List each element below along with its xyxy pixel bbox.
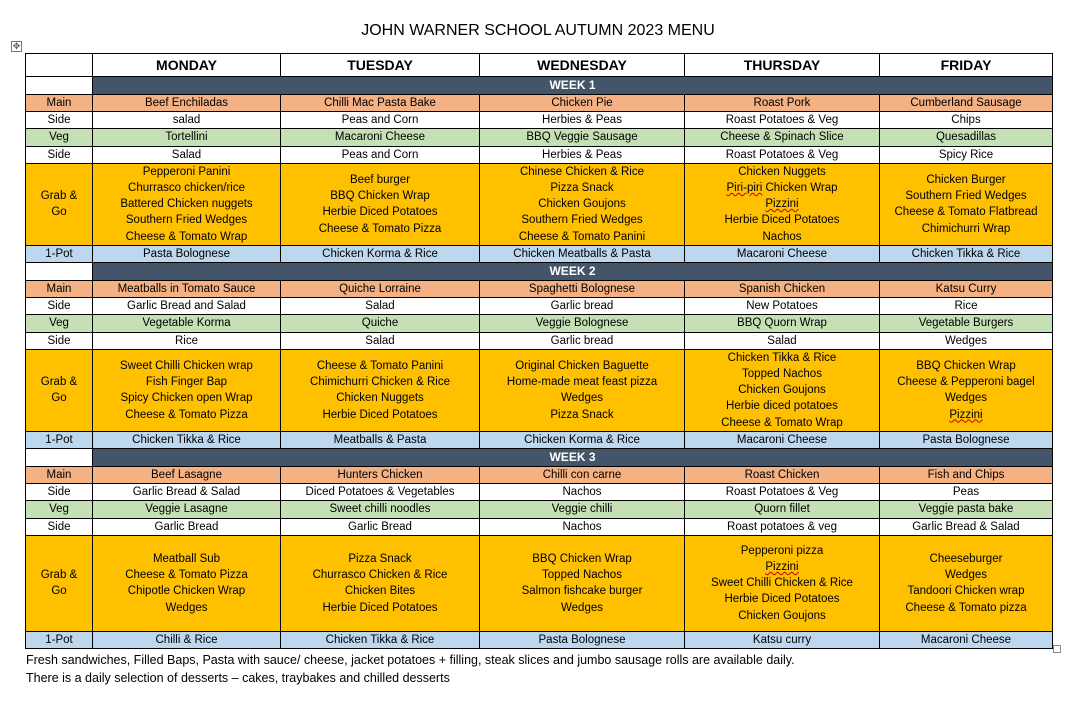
side-row xyxy=(26,298,1053,315)
menu-item: Chicken Tikka & Rice xyxy=(727,351,837,364)
menu-item: Chicken Goujons xyxy=(738,384,826,397)
menu-item: Pizza Snack xyxy=(550,408,614,421)
category-label: 1-Pot xyxy=(26,245,93,262)
menu-item: Cheese & Tomato Pizza xyxy=(125,569,248,582)
corner-cell xyxy=(26,54,93,77)
menu-item: Quorn fillet xyxy=(754,503,810,516)
menu-item: Roast Potatoes & Veg xyxy=(725,148,839,161)
menu-cell-tuesday xyxy=(281,431,480,448)
menu-cell-thursday xyxy=(685,431,880,448)
menu-cell-tuesday xyxy=(281,501,480,518)
menu-item: Wedges xyxy=(945,392,987,405)
menu-cell-friday xyxy=(880,129,1053,146)
menu-item: Fish Finger Bap xyxy=(145,376,228,389)
side-row xyxy=(26,112,1053,129)
menu-item: Chicken Pie xyxy=(551,97,613,109)
menu-item: Rice xyxy=(174,334,198,347)
menu-cell-tuesday xyxy=(281,518,480,535)
menu-item: Chicken Goujons xyxy=(738,609,826,622)
menu-item: Piri-piri Chicken Wrap xyxy=(726,182,838,195)
menu-cell-monday xyxy=(93,95,281,112)
menu-item: Beef burger xyxy=(349,173,411,186)
menu-cell-tuesday xyxy=(281,467,480,484)
category-label: Grab & Go xyxy=(26,535,93,631)
menu-item: Garlic Bread xyxy=(348,520,412,533)
menu-item: Spanish Chicken xyxy=(738,283,826,296)
menu-cell-monday xyxy=(93,298,281,315)
menu-item: Katsu Curry xyxy=(935,283,997,296)
menu-item: Chicken Bites xyxy=(344,585,416,598)
menu-item: Southern Fried Wedges xyxy=(521,214,643,227)
menu-cell-thursday xyxy=(685,349,880,431)
category-label: 1-Pot xyxy=(26,431,93,448)
menu-item: Nachos xyxy=(562,486,602,499)
category-label: Side xyxy=(26,298,93,315)
menu-item: Chicken Tikka & Rice xyxy=(911,247,1021,260)
menu-item: Chinese Chicken & Rice xyxy=(519,165,644,178)
menu-cell-friday xyxy=(880,95,1053,112)
menu-item: Roast Pork xyxy=(753,97,811,109)
menu-item: Topped Nachos xyxy=(742,368,822,381)
menu-cell-thursday xyxy=(685,631,880,648)
menu-item: Chimichurri Wrap xyxy=(921,222,1011,235)
menu-cell-thursday xyxy=(685,332,880,349)
week-header-blank xyxy=(26,77,93,95)
side-row xyxy=(26,146,1053,163)
menu-cell-thursday xyxy=(685,315,880,332)
menu-item: Herbies & Peas xyxy=(542,148,622,161)
menu-item: Meatballs in Tomato Sauce xyxy=(117,283,256,296)
menu-item: Pasta Bolognese xyxy=(143,247,230,260)
menu-item: Chicken Tikka & Rice xyxy=(325,633,435,646)
day-header: THURSDAY xyxy=(685,54,880,77)
menu-item: Southern Fried Wedges xyxy=(125,214,248,227)
menu-cell-friday xyxy=(880,349,1053,431)
menu-item: Salad xyxy=(365,300,395,313)
menu-cell-friday xyxy=(880,467,1053,484)
menu-item: Garlic Bread xyxy=(154,520,219,533)
menu-item: Herbie Diced Potatoes xyxy=(322,206,438,219)
menu-cell-monday xyxy=(93,112,281,129)
menu-cell-thursday xyxy=(685,484,880,501)
menu-item: Roast Potatoes & Veg xyxy=(725,486,839,499)
menu-item: Cheese & Tomato Wrap xyxy=(721,416,843,429)
menu-cell-tuesday xyxy=(281,129,480,146)
menu-item: Wedges xyxy=(945,569,987,582)
menu-cell-monday xyxy=(93,332,281,349)
menu-item: Herbies & Peas xyxy=(542,114,622,127)
menu-cell-wednesday xyxy=(480,535,685,631)
menu-item: Sweet chilli noodles xyxy=(329,503,431,516)
menu-item: Veggie Bolognese xyxy=(535,317,629,330)
menu-item: Herbie Diced Potatoes xyxy=(724,214,840,227)
menu-item: Chilli con carne xyxy=(542,469,622,482)
menu-item: Topped Nachos xyxy=(542,569,622,582)
side-row xyxy=(26,518,1053,535)
menu-item: Chilli & Rice xyxy=(155,633,218,646)
category-label: Side xyxy=(26,484,93,501)
footer-note: There is a daily selection of desserts – cakes, traybakes and chilled desserts xyxy=(26,671,450,685)
week-header-row xyxy=(26,77,1053,95)
menu-cell-friday xyxy=(880,315,1053,332)
category-label: Side xyxy=(26,518,93,535)
menu-cell-monday xyxy=(93,518,281,535)
menu-cell-tuesday xyxy=(281,163,480,245)
menu-cell-wednesday xyxy=(480,112,685,129)
menu-item: Wedges xyxy=(945,334,987,347)
menu-cell-wednesday xyxy=(480,332,685,349)
category-label: 1-Pot xyxy=(26,631,93,648)
main-row xyxy=(26,95,1053,112)
menu-cell-monday xyxy=(93,631,281,648)
menu-cell-wednesday xyxy=(480,501,685,518)
menu-cell-wednesday xyxy=(480,467,685,484)
menu-item: Peas and Corn xyxy=(341,148,419,161)
menu-item: Wedges xyxy=(561,392,603,405)
menu-item: Pepperoni pizza xyxy=(740,544,824,557)
week-label: WEEK 3 xyxy=(93,449,1053,467)
menu-item: Veggie chilli xyxy=(551,503,613,516)
menu-cell-tuesday xyxy=(281,245,480,262)
menu-item: Chicken Goujons xyxy=(538,198,626,211)
week-header-blank xyxy=(26,449,93,467)
menu-item: Home-made meat feast pizza xyxy=(506,376,658,389)
menu-cell-friday xyxy=(880,332,1053,349)
menu-item: Cheese & Spinach Slice xyxy=(720,131,844,144)
week-label: WEEK 1 xyxy=(93,77,1053,95)
menu-item: Pizzini xyxy=(765,198,799,211)
menu-cell-wednesday xyxy=(480,163,685,245)
menu-item: Veggie Lasagne xyxy=(145,503,228,516)
menu-cell-thursday xyxy=(685,163,880,245)
menu-item: Wedges xyxy=(561,601,603,614)
footer-note: Fresh sandwiches, Filled Baps, Pasta with sauce/ cheese, jacket potatoes + filling, steak slices and jumbo sausage rolls are available daily. xyxy=(26,653,795,667)
menu-item: Garlic Bread and Salad xyxy=(127,300,246,313)
menu-item: Vegetable Burgers xyxy=(918,317,1014,330)
menu-item: Chicken Korma & Rice xyxy=(524,433,640,446)
menu-item: Hunters Chicken xyxy=(337,469,423,482)
menu-item: Chipotle Chicken Wrap xyxy=(127,585,246,598)
grab-row xyxy=(26,163,1053,245)
menu-item: Salad xyxy=(171,148,202,161)
menu-item: Salad xyxy=(365,334,395,347)
menu-item: Garlic bread xyxy=(550,300,614,313)
menu-item: Vegetable Korma xyxy=(142,317,231,330)
category-label: Veg xyxy=(26,129,93,146)
menu-cell-tuesday xyxy=(281,281,480,298)
grab-row xyxy=(26,349,1053,431)
menu-cell-tuesday xyxy=(281,146,480,163)
menu-item: Churrasco Chicken & Rice xyxy=(312,569,448,582)
menu-item: Beef Enchiladas xyxy=(144,97,229,109)
menu-cell-friday xyxy=(880,163,1053,245)
menu-cell-wednesday xyxy=(480,315,685,332)
menu-cell-wednesday xyxy=(480,518,685,535)
menu-item: Pepperoni Panini xyxy=(142,165,231,178)
menu-item: salad xyxy=(172,114,201,127)
menu-item: Nachos xyxy=(562,520,602,533)
category-label: Side xyxy=(26,146,93,163)
menu-item: BBQ Veggie Sausage xyxy=(526,131,638,144)
menu-cell-monday xyxy=(93,281,281,298)
menu-cell-monday xyxy=(93,163,281,245)
week-header-row xyxy=(26,449,1053,467)
pot-row xyxy=(26,245,1053,262)
veg-row xyxy=(26,501,1053,518)
menu-cell-friday xyxy=(880,112,1053,129)
menu-cell-monday xyxy=(93,431,281,448)
menu-cell-monday xyxy=(93,315,281,332)
menu-item: Salad xyxy=(767,334,797,347)
category-label: Grab & Go xyxy=(26,349,93,431)
menu-item: Cheese & Tomato Wrap xyxy=(125,230,248,243)
menu-item: Cheese & Tomato Pizza xyxy=(318,222,442,235)
menu-cell-tuesday xyxy=(281,112,480,129)
menu-item: Chicken Nuggets xyxy=(738,165,826,178)
menu-cell-friday xyxy=(880,245,1053,262)
menu-cell-wednesday xyxy=(480,281,685,298)
menu-cell-wednesday xyxy=(480,95,685,112)
category-label: Veg xyxy=(26,315,93,332)
menu-cell-tuesday xyxy=(281,484,480,501)
menu-item: Macaroni Cheese xyxy=(920,633,1012,646)
menu-item: Diced Potatoes & Vegetables xyxy=(305,486,455,499)
table-move-handle-icon[interactable]: ✥ xyxy=(12,41,21,51)
menu-cell-wednesday xyxy=(480,631,685,648)
menu-item: Pasta Bolognese xyxy=(538,633,626,646)
menu-cell-wednesday xyxy=(480,349,685,431)
menu-item: Quiche xyxy=(361,317,399,330)
menu-item: Spaghetti Bolognese xyxy=(528,283,636,296)
day-header: TUESDAY xyxy=(281,54,480,77)
menu-cell-thursday xyxy=(685,95,880,112)
main-row xyxy=(26,281,1053,298)
day-header: MONDAY xyxy=(93,54,281,77)
menu-item: Pizza Snack xyxy=(550,182,614,195)
menu-cell-friday xyxy=(880,535,1053,631)
menu-item: Veggie pasta bake xyxy=(918,503,1014,516)
menu-cell-tuesday xyxy=(281,535,480,631)
day-header: WEDNESDAY xyxy=(480,54,685,77)
menu-cell-tuesday xyxy=(281,631,480,648)
menu-cell-friday xyxy=(880,298,1053,315)
menu-cell-wednesday xyxy=(480,484,685,501)
menu-item: Pasta Bolognese xyxy=(922,433,1010,446)
menu-item: Quiche Lorraine xyxy=(339,283,421,296)
menu-item: Roast potatoes & veg xyxy=(727,520,837,533)
menu-item: Herbie Diced Potatoes xyxy=(724,593,840,606)
menu-item: Battered Chicken nuggets xyxy=(120,198,253,211)
menu-cell-thursday xyxy=(685,281,880,298)
menu-item: BBQ Chicken Wrap xyxy=(916,359,1016,372)
menu-cell-wednesday xyxy=(480,129,685,146)
menu-cell-friday xyxy=(880,501,1053,518)
menu-cell-wednesday xyxy=(480,245,685,262)
category-label: Main xyxy=(26,95,93,112)
veg-row xyxy=(26,129,1053,146)
menu-item: Pizza Snack xyxy=(348,552,412,565)
menu-item: Cheese & Tomato pizza xyxy=(905,601,1027,614)
menu-item: Roast Potatoes & Veg xyxy=(725,114,839,127)
menu-cell-monday xyxy=(93,484,281,501)
menu-cell-thursday xyxy=(685,467,880,484)
category-label: Main xyxy=(26,467,93,484)
menu-item: Beef Lasagne xyxy=(151,469,222,482)
menu-item: Original Chicken Baguette xyxy=(515,359,649,372)
menu-cell-monday xyxy=(93,146,281,163)
menu-item: Chicken Nuggets xyxy=(336,392,424,405)
menu-cell-tuesday xyxy=(281,349,480,431)
menu-item: Spicy Rice xyxy=(938,148,994,161)
menu-item: Pizzini xyxy=(949,408,983,421)
menu-item: Peas xyxy=(952,486,980,499)
menu-item: Herbie Diced Potatoes xyxy=(322,408,438,421)
menu-cell-friday xyxy=(880,484,1053,501)
menu-item: Sweet Chilli Chicken & Rice xyxy=(711,577,853,590)
menu-item: Cheese & Tomato Panini xyxy=(518,230,646,243)
menu-item: Cheeseburger xyxy=(929,552,1003,565)
category-label: Main xyxy=(26,281,93,298)
table-resize-handle[interactable] xyxy=(1053,645,1061,653)
menu-cell-friday xyxy=(880,631,1053,648)
week-header-row xyxy=(26,263,1053,281)
menu-item: Meatball Sub xyxy=(152,552,221,565)
menu-cell-thursday xyxy=(685,129,880,146)
menu-cell-thursday xyxy=(685,535,880,631)
menu-item: Herbie diced potatoes xyxy=(726,400,838,413)
menu-item: BBQ Chicken Wrap xyxy=(532,552,632,565)
menu-item: Chilli Mac Pasta Bake xyxy=(324,97,436,109)
menu-cell-thursday xyxy=(685,518,880,535)
side-row xyxy=(26,332,1053,349)
menu-item: BBQ Quorn Wrap xyxy=(737,317,827,330)
menu-item: Rice xyxy=(954,300,978,313)
menu-cell-thursday xyxy=(685,245,880,262)
menu-table xyxy=(25,53,1053,649)
menu-cell-thursday xyxy=(685,298,880,315)
day-header-row xyxy=(26,54,1053,77)
menu-item: Katsu curry xyxy=(752,633,812,646)
menu-item: Tortellini xyxy=(165,131,208,144)
pot-row xyxy=(26,431,1053,448)
menu-item: Peas and Corn xyxy=(341,114,419,127)
menu-cell-friday xyxy=(880,281,1053,298)
menu-item: Cheese & Tomato Flatbread xyxy=(894,206,1038,219)
menu-cell-friday xyxy=(880,146,1053,163)
menu-cell-monday xyxy=(93,467,281,484)
menu-item: Roast Chicken xyxy=(744,469,820,482)
day-header: FRIDAY xyxy=(880,54,1053,77)
menu-cell-monday xyxy=(93,535,281,631)
menu-item: Macaroni Cheese xyxy=(736,247,828,260)
menu-item: Sweet Chilli Chicken wrap xyxy=(120,359,253,372)
menu-cell-tuesday xyxy=(281,298,480,315)
menu-cell-tuesday xyxy=(281,315,480,332)
menu-item: Chicken Korma & Rice xyxy=(322,247,438,260)
week-label: WEEK 2 xyxy=(93,263,1053,281)
menu-item: Tandoori Chicken wrap xyxy=(907,585,1025,598)
menu-cell-wednesday xyxy=(480,431,685,448)
menu-item: Chimichurri Chicken & Rice xyxy=(310,376,450,389)
menu-item: Cumberland Sausage xyxy=(910,97,1022,109)
menu-item: Nachos xyxy=(762,230,802,243)
menu-item: Meatballs & Pasta xyxy=(333,433,427,446)
menu-cell-tuesday xyxy=(281,332,480,349)
category-label: Veg xyxy=(26,501,93,518)
menu-item: Wedges xyxy=(165,601,208,614)
menu-item: Pizzini xyxy=(765,561,799,574)
menu-cell-monday xyxy=(93,245,281,262)
week-header-blank xyxy=(26,263,93,281)
menu-item: New Potatoes xyxy=(746,300,818,313)
menu-cell-monday xyxy=(93,501,281,518)
menu-cell-wednesday xyxy=(480,146,685,163)
menu-item: Chicken Tikka & Rice xyxy=(132,433,241,446)
menu-item: Fish and Chips xyxy=(927,469,1005,482)
menu-item: Spicy Chicken open Wrap xyxy=(120,392,253,405)
pot-row xyxy=(26,631,1053,648)
menu-item: Cheese & Tomato Pizza xyxy=(125,408,248,421)
menu-item: Cheese & Pepperoni bagel xyxy=(897,376,1035,389)
document-title: JOHN WARNER SCHOOL AUTUMN 2023 MENU xyxy=(361,22,715,39)
grab-row xyxy=(26,535,1053,631)
menu-cell-thursday xyxy=(685,146,880,163)
menu-item: BBQ Chicken Wrap xyxy=(330,190,430,203)
menu-item: Churrasco chicken/rice xyxy=(128,182,245,195)
menu-item: Quesadillas xyxy=(935,131,997,144)
category-label: Side xyxy=(26,332,93,349)
menu-item: Macaroni Cheese xyxy=(334,131,426,144)
menu-item: Garlic Bread & Salad xyxy=(912,520,1020,533)
menu-cell-thursday xyxy=(685,112,880,129)
menu-cell-monday xyxy=(93,129,281,146)
menu-item: Chips xyxy=(951,114,981,127)
menu-cell-thursday xyxy=(685,501,880,518)
menu-item: Chicken Burger xyxy=(926,173,1006,186)
menu-cell-wednesday xyxy=(480,298,685,315)
main-row xyxy=(26,467,1053,484)
menu-item: Cheese & Tomato Panini xyxy=(316,359,444,372)
menu-item: Garlic bread xyxy=(550,334,614,347)
menu-item: Chicken Meatballs & Pasta xyxy=(513,247,651,260)
menu-item: Herbie Diced Potatoes xyxy=(322,601,438,614)
menu-cell-friday xyxy=(880,518,1053,535)
menu-cell-tuesday xyxy=(281,95,480,112)
menu-item: Garlic Bread & Salad xyxy=(132,486,241,499)
menu-cell-monday xyxy=(93,349,281,431)
menu-item: Macaroni Cheese xyxy=(736,433,828,446)
menu-cell-friday xyxy=(880,431,1053,448)
category-label: Grab & Go xyxy=(26,163,93,245)
side-row xyxy=(26,484,1053,501)
menu-item: Southern Fried Wedges xyxy=(905,190,1027,203)
menu-item: Salmon fishcake burger xyxy=(521,585,643,598)
veg-row xyxy=(26,315,1053,332)
category-label: Side xyxy=(26,112,93,129)
